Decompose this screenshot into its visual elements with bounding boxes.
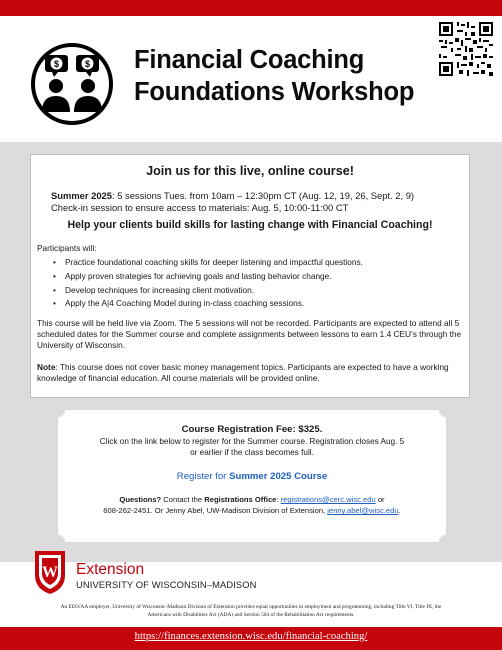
questions-label: Questions? [119, 495, 162, 505]
zoom-paragraph: This course will be held live via Zoom. The 5 sessions will not be recorded. Participants are expected to attend all 5 scheduled dates for the Summer course and complete assignments between lessons to earn 1.4 CEU’s through the University of Wisconsin. [37, 317, 462, 351]
extension-wordmark: Extension [76, 561, 145, 578]
register-link[interactable] [177, 471, 327, 483]
note-paragraph [37, 362, 463, 384]
contact-text: Contact the [161, 495, 205, 505]
qr-code-icon[interactable] [439, 22, 493, 76]
page-title [134, 44, 434, 108]
svg-text:W: W [42, 564, 58, 581]
corner-notch [51, 403, 65, 417]
list-item: • Apply the A|4 Coaching Model during in-class coaching sessions. [53, 298, 463, 309]
corner-notch [51, 535, 65, 549]
registration-box [58, 410, 446, 542]
register-link-prefix[interactable]: Register for [176, 470, 230, 482]
note-text: : This course does not cover basic money management topics. Participants are expected to have a working knowledge of financial education. All course materials will be provided online. [37, 362, 449, 384]
join-heading: Join us for this live, online course! [146, 164, 354, 178]
participants-intro: Participants will: [37, 242, 97, 253]
phone-and-jenny: 608-262-2451. Or Jenny Abel, UW-Madison Division of Extension, [103, 506, 328, 516]
office-email-link[interactable]: registrations@cerc.wisc.edu [280, 495, 376, 505]
participants-list [53, 257, 463, 310]
university-name: UNIVERSITY OF WISCONSIN–MADISON [76, 579, 257, 590]
jenny-email-link[interactable]: jenny.abel@wisc.edu [327, 506, 399, 516]
title-line-1: Financial Coaching [134, 46, 365, 74]
top-red-bar [0, 0, 502, 16]
summer-label: Summer 2025 [51, 190, 112, 201]
title-line-2: Foundations Workshop [134, 78, 415, 106]
fee-text: Click on the link below to register for the Summer course. Registration closes Aug. 5 or earlier if the class becomes full. [99, 436, 405, 458]
questions-paragraph: Questions? Contact the Registrations Office: registrations@cerc.wisc.edu or 608-262-2451. Or Jenny Abel, UW-Madison Division of Extension, jenny.abel@wisc.edu. [103, 495, 401, 516]
eeo-statement [8, 604, 494, 619]
fee-title: Course Registration Fee: $325. [181, 424, 323, 435]
summer-sessions-line [51, 190, 463, 202]
note-label: Note [37, 362, 56, 373]
website-link[interactable]: https://finances.extension.wisc.edu/financial-coaching/ [134, 631, 368, 642]
office-label: Registrations Office [204, 495, 277, 505]
course-details-box [30, 154, 470, 398]
list-item: • Apply proven strategies for achieving goals and lasting behavior change. [53, 271, 463, 282]
contact-or: or [375, 495, 385, 505]
svg-text:$: $ [53, 59, 60, 69]
eeo-line-1: An EEO/AA employer, University of Wisconsin–Madison Division of Extension provides equal opportunities in employment and programming, including Title VI, Title IX, the [60, 604, 442, 610]
schedule [51, 190, 463, 215]
help-heading: Help your clients build skills for lasting change with Financial Coaching! [67, 218, 433, 231]
corner-notch [439, 535, 453, 549]
checkin-line: Check-in session to ensure access to materials: Aug. 5, 10:00-11:00 CT [51, 202, 349, 214]
svg-text:$: $ [84, 59, 91, 69]
corner-notch [439, 403, 453, 417]
period: . [398, 506, 401, 516]
eeo-line-2: Americans with Disabilities Act (ADA) and Section 504 of the Rehabilitation Act requirements. [147, 611, 355, 618]
summer-detail: : 5 sessions Tues. from 10am – 12:30pm CT (Aug. 12, 19, 26, Sept. 2, 9) [111, 190, 415, 201]
register-link-bold[interactable]: Summer 2025 Course [229, 470, 328, 482]
coaching-people-dollar-icon [30, 42, 114, 126]
uw-crest-icon [32, 549, 68, 595]
list-item: • Practice foundational coaching skills for deeper listening and impactful questions. [53, 257, 463, 268]
list-item: • Develop techniques for increasing client motivation. [53, 285, 463, 296]
